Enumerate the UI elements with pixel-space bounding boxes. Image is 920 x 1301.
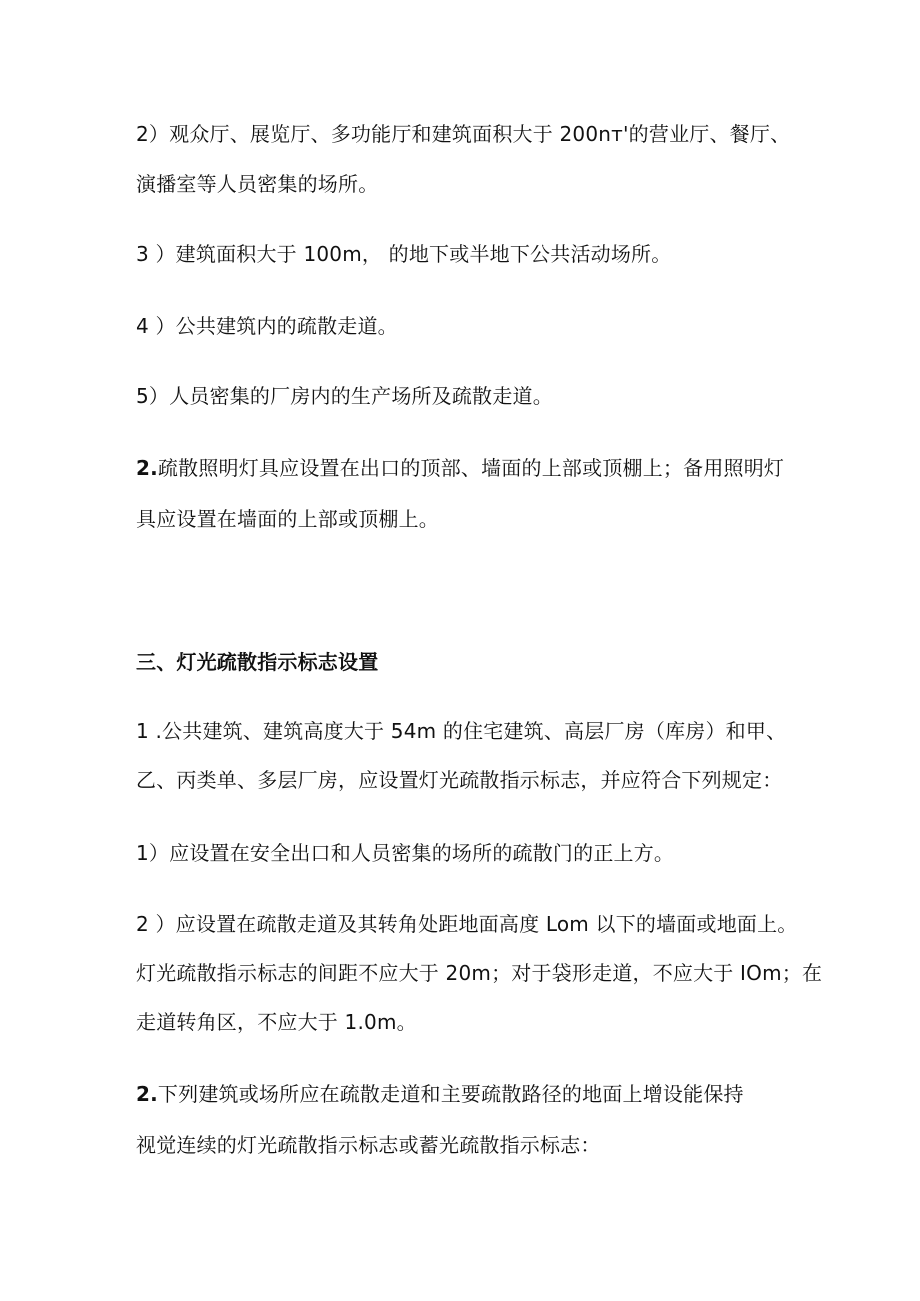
sub-item-2-continued-2 bbox=[136, 1010, 417, 1034]
list-item-2-continued bbox=[136, 172, 378, 196]
paragraph-2b bbox=[136, 1082, 744, 1106]
paragraph-number: 2. bbox=[136, 456, 158, 480]
sub-item-2 bbox=[136, 912, 798, 936]
text-line: 演播室等人员密集的场所。 bbox=[136, 172, 379, 196]
paragraph-1 bbox=[136, 719, 786, 743]
text-line: 2 ）应设置在疏散走道及其转角处距地面高度 Lom 以下的墙面或地面上。 bbox=[136, 912, 798, 936]
paragraph-1-continued bbox=[136, 768, 782, 792]
sub-item-2-continued bbox=[136, 961, 822, 985]
text-line: 4 ）公共建筑内的疏散走道。 bbox=[136, 314, 398, 338]
section-title: 三、灯光疏散指示标志设置 bbox=[136, 650, 379, 674]
text-line: 具应设置在墙面的上部或顶棚上。 bbox=[136, 507, 439, 531]
text-line: 走道转角区，不应大于 1.0m。 bbox=[136, 1010, 417, 1034]
text-line: 乙、丙类单、多层厂房，应设置灯光疏散指示标志，并应符合下列规定： bbox=[136, 768, 783, 792]
text-line: 1）应设置在安全出口和人员密集的场所的疏散门的正上方。 bbox=[136, 841, 675, 865]
text-line: 下列建筑或场所应在疏散走道和主要疏散路径的地面上增设能保持 bbox=[157, 1082, 744, 1106]
sub-item-1 bbox=[136, 841, 674, 865]
paragraph-2b-continued bbox=[136, 1133, 601, 1157]
text-line: 1 .公共建筑、建筑高度大于 54m 的住宅建筑、高层厂房（库房）和甲、 bbox=[136, 719, 787, 743]
text-line: 3 ）建筑面积大于 100m， 的地下或半地下公共活动场所。 bbox=[136, 242, 672, 266]
section-heading bbox=[136, 650, 378, 674]
paragraph-2 bbox=[136, 456, 784, 480]
list-item-2 bbox=[136, 122, 790, 146]
text-line: 2）观众厅、展览厅、多功能厅和建筑面积大于 200nт'的营业厅、餐厅、 bbox=[136, 122, 791, 146]
text-line: 疏散照明灯具应设置在出口的顶部、墙面的上部或顶棚上；备用照明灯 bbox=[157, 456, 785, 480]
list-item-4 bbox=[136, 314, 398, 338]
text-line: 5）人员密集的厂房内的生产场所及疏散走道。 bbox=[136, 384, 553, 408]
paragraph-2-continued bbox=[136, 507, 439, 531]
text-line: 灯光疏散指示标志的间距不应大于 20m；对于袋形走道，不应大于 IOm；在 bbox=[136, 961, 823, 985]
list-item-5 bbox=[136, 384, 553, 408]
list-item-3 bbox=[136, 242, 671, 266]
text-line: 视觉连续的灯光疏散指示标志或蓄光疏散指示标志： bbox=[136, 1133, 601, 1157]
paragraph-number: 2. bbox=[136, 1082, 158, 1106]
